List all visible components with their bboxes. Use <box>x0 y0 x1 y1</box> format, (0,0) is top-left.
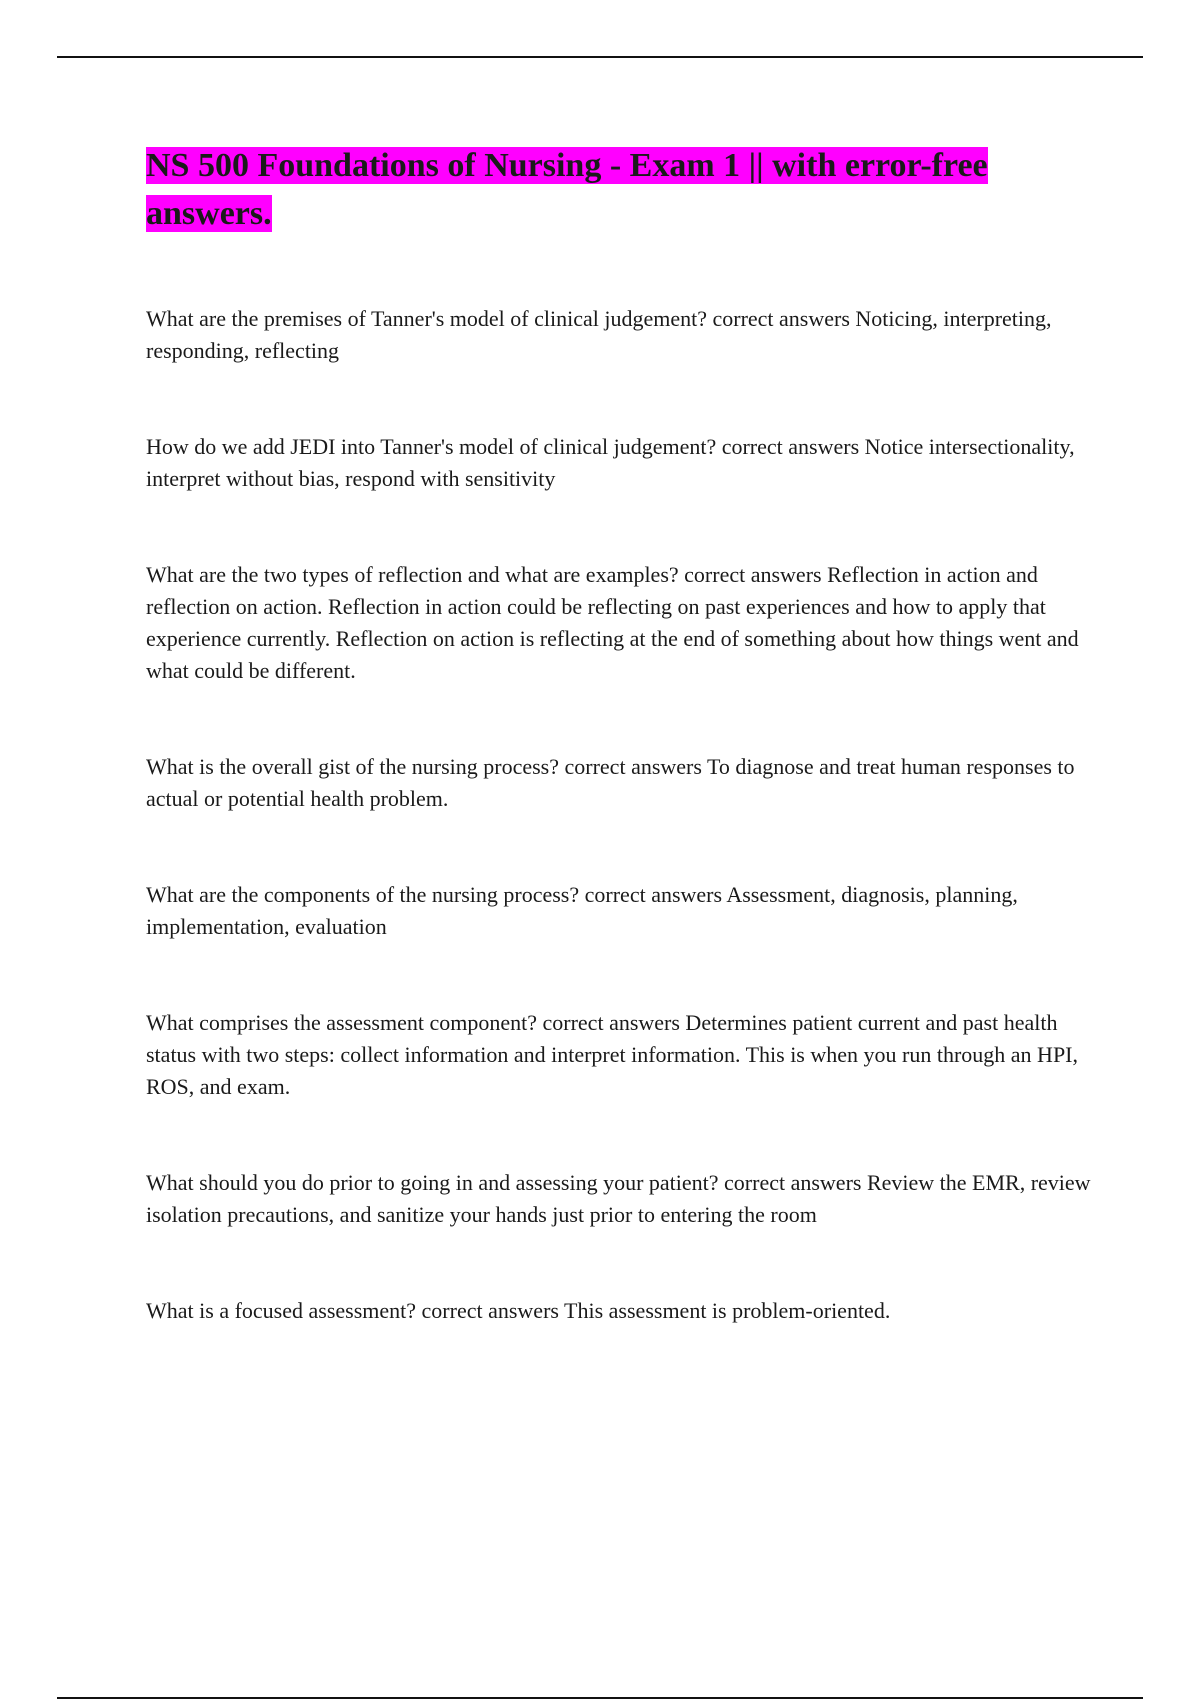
qa-item: What is a focused assessment? correct answers This assessment is problem-oriented. <box>146 1298 891 1323</box>
qa-item: What are the premises of Tanner's model of clinical judgement? correct answers Noticing, interpreting, responding, reflecting <box>146 306 1052 363</box>
qa-item: How do we add JEDI into Tanner's model of clinical judgement? correct answers Notice intersectionality, interpret without bias, respond with sensitivity <box>146 434 1075 491</box>
qa-item: What are the components of the nursing process? correct answers Assessment, diagnosis, planning, implementation, evaluation <box>146 882 1018 939</box>
qa-item: What are the two types of reflection and what are examples? correct answers Reflection in action and reflection on action. Reflection in action could be reflecting on past experiences and how to apply that experience currently. Reflection on action is reflecting at the end of something about how things went and what could be different. <box>146 562 1079 683</box>
qa-list <box>146 303 1096 1327</box>
qa-item: What should you do prior to going in and assessing your patient? correct answers Review the EMR, review isolation precautions, and sanitize your hands just prior to entering the room <box>146 1170 1091 1227</box>
title-highlight: NS 500 Foundations of Nursing - Exam 1 || with error-free answers. <box>146 147 988 232</box>
bottom-rule <box>57 1697 1143 1699</box>
document-title <box>146 142 1096 238</box>
top-rule <box>57 56 1143 58</box>
document-content <box>146 142 1096 1391</box>
qa-item: What is the overall gist of the nursing process? correct answers To diagnose and treat human responses to actual or potential health problem. <box>146 754 1075 811</box>
qa-item: What comprises the assessment component? correct answers Determines patient current and past health status with two steps: collect information and interpret information. This is when you run through an HPI, ROS, and exam. <box>146 1010 1079 1099</box>
